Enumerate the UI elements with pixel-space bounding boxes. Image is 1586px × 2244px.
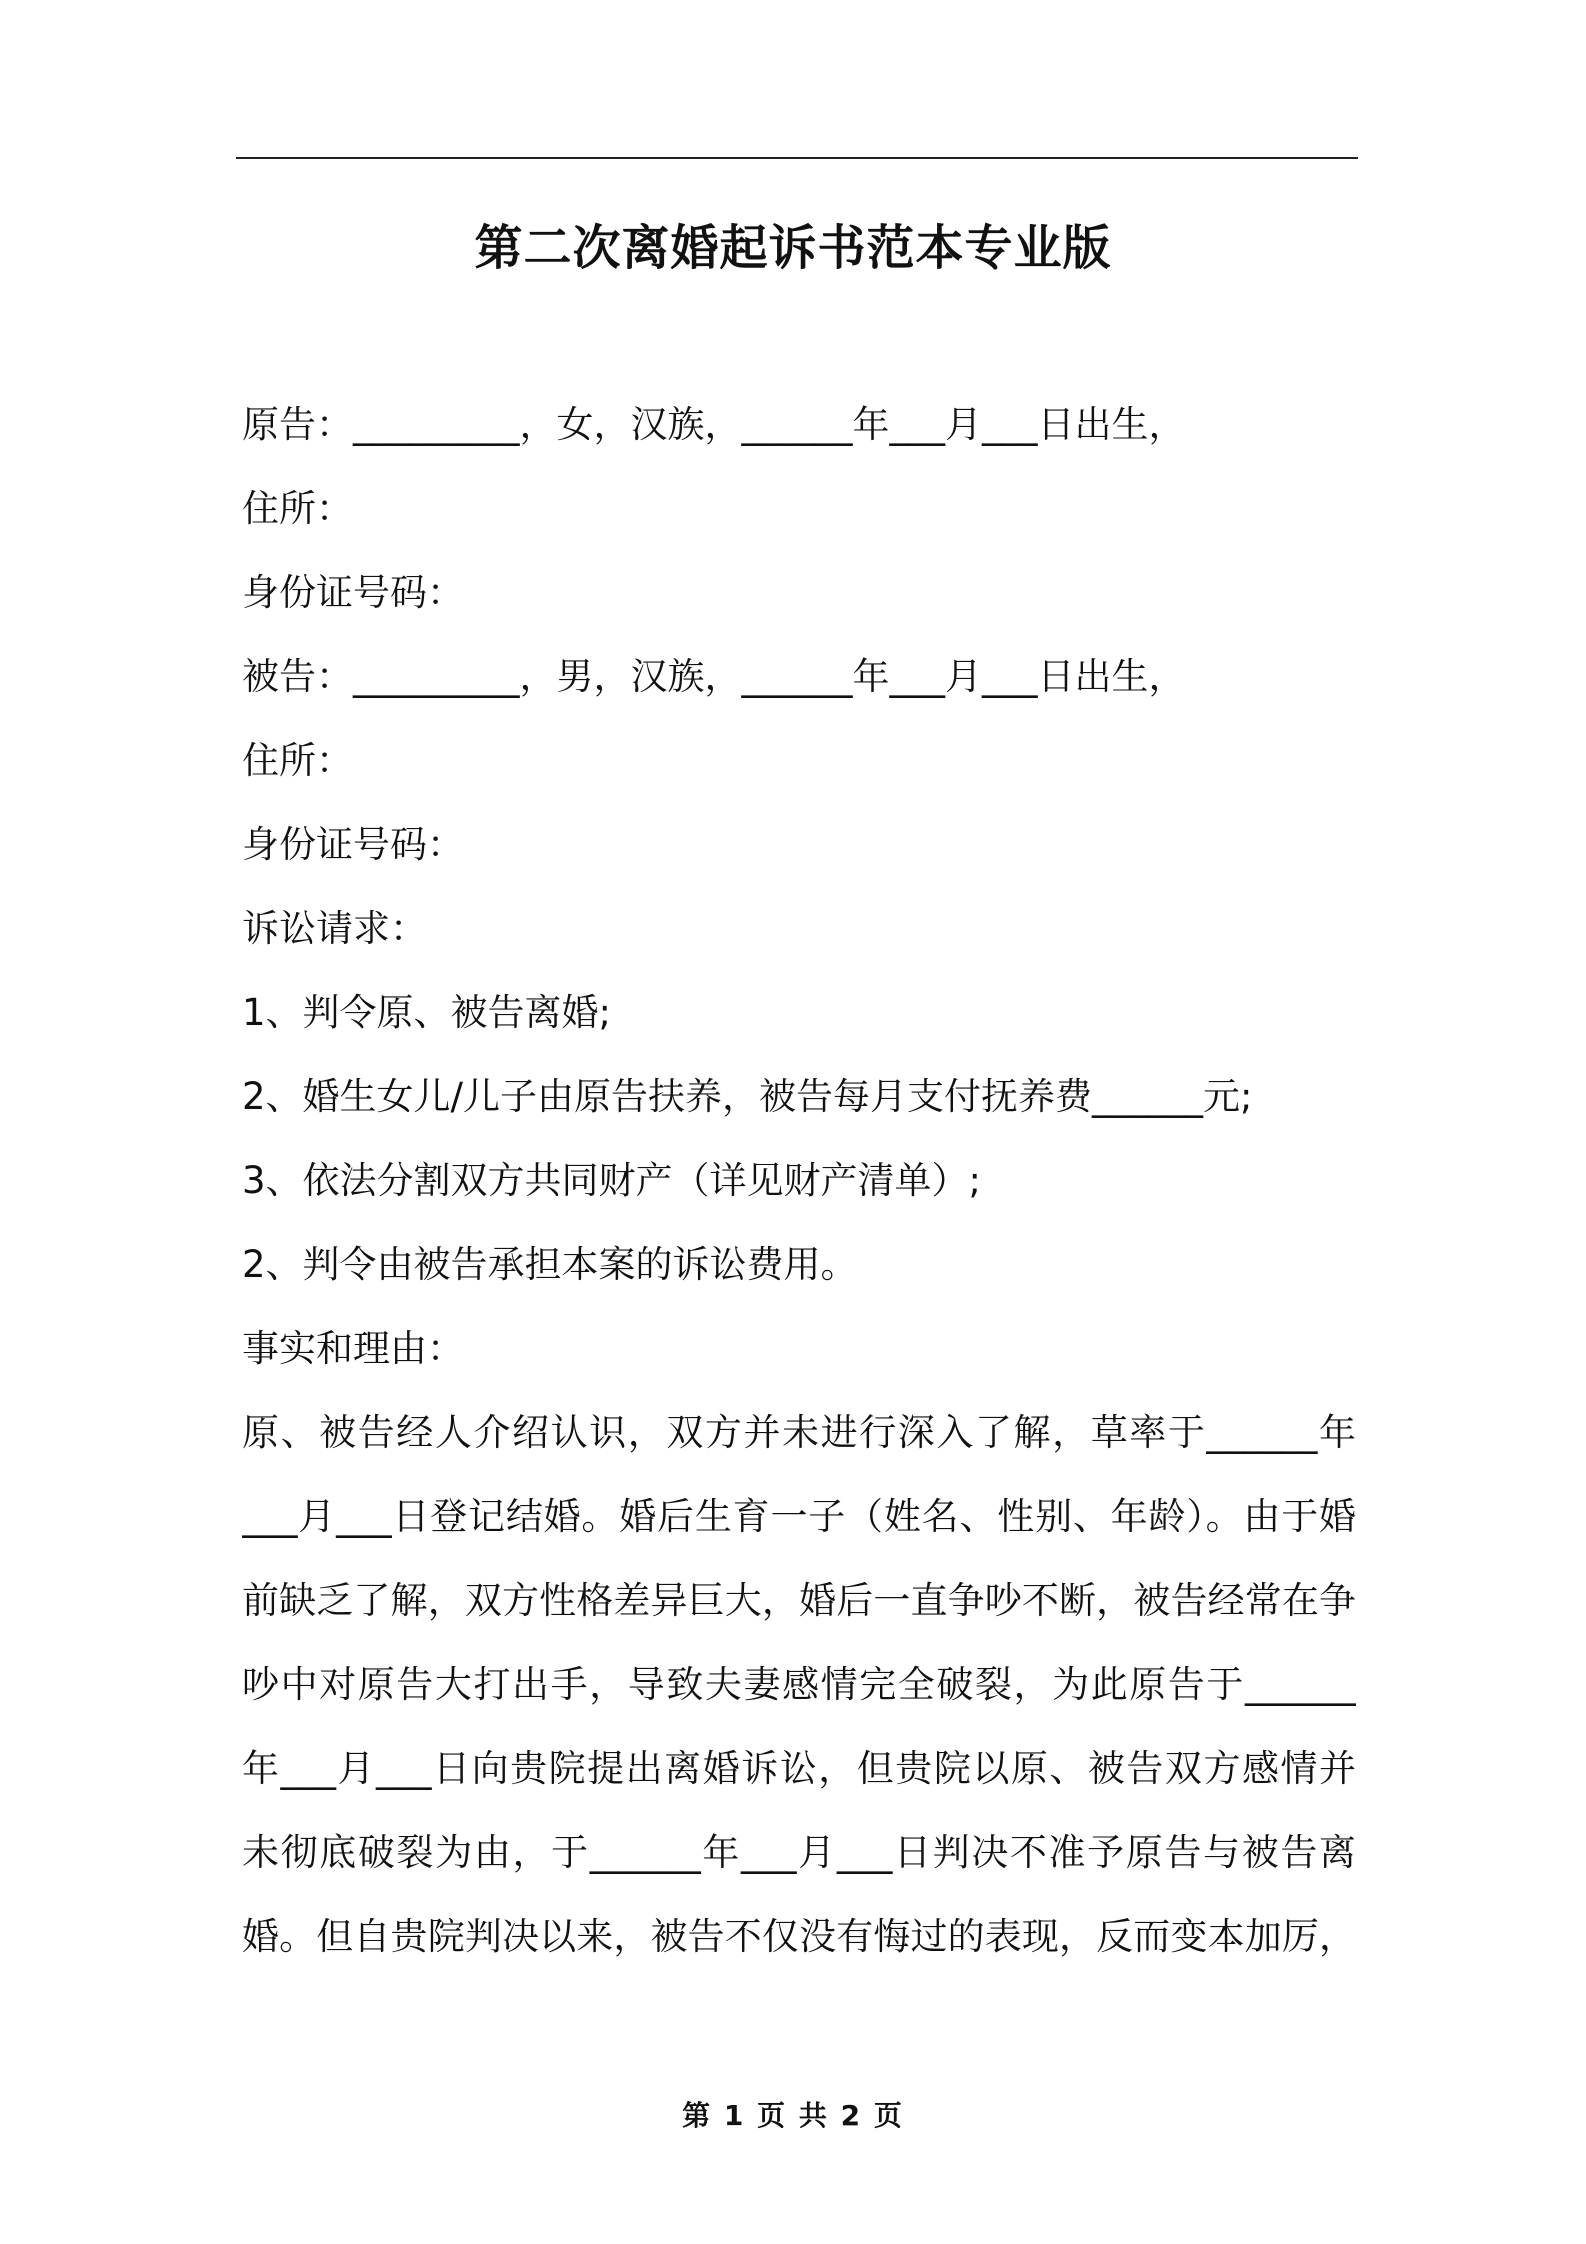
facts-paragraph-line: 原、被告经人介绍认识，双方并未进行深入了解，草率于______年 — [242, 1412, 1356, 1454]
facts-paragraph-line: 未彻底破裂为由，于______年___月___日判决不准予原告与被告离 — [242, 1832, 1356, 1874]
defendant-line: 被告：_________，男，汉族，______年___月___日出生， — [242, 655, 1186, 698]
plaintiff-line: 原告：_________，女，汉族，______年___月___日出生， — [242, 403, 1186, 446]
document-body — [242, 404, 1356, 2000]
facts-paragraph-line: 婚。但自贵院判决以来，被告不仅没有悔过的表现，反而变本加厉， — [242, 1916, 1356, 1958]
header-rule — [236, 157, 1358, 159]
plaintiff-address-line: 住所： — [242, 487, 353, 530]
defendant-id-line: 身份证号码： — [242, 823, 464, 866]
page-footer: 第 1 页 共 2 页 — [682, 2099, 904, 2132]
facts-heading: 事实和理由： — [242, 1327, 464, 1370]
plaintiff-id-line: 身份证号码： — [242, 571, 464, 614]
document-title: 第二次离婚起诉书范本专业版 — [474, 220, 1112, 276]
facts-paragraph-line: 吵中对原告大打出手，导致夫妻感情完全破裂，为此原告于______ — [242, 1664, 1356, 1706]
facts-paragraph-line: 前缺乏了解，双方性格差异巨大，婚后一直争吵不断，被告经常在争 — [242, 1580, 1356, 1622]
claims-heading: 诉讼请求： — [242, 907, 427, 950]
defendant-address-line: 住所： — [242, 739, 353, 782]
claim-item: 2、判令由被告承担本案的诉讼费用。 — [242, 1243, 858, 1286]
facts-paragraph-line: 年___月___日向贵院提出离婚诉讼，但贵院以原、被告双方感情并 — [242, 1748, 1356, 1790]
claim-item: 2、婚生女儿/儿子由原告扶养，被告每月支付抚养费______元; — [242, 1075, 1253, 1118]
facts-paragraph-line: ___月___日登记结婚。婚后生育一子（姓名、性别、年龄）。由于婚 — [242, 1496, 1356, 1538]
claim-item: 3、依法分割双方共同财产（详见财产清单）; — [242, 1159, 982, 1202]
claim-item: 1、判令原、被告离婚; — [242, 991, 612, 1034]
